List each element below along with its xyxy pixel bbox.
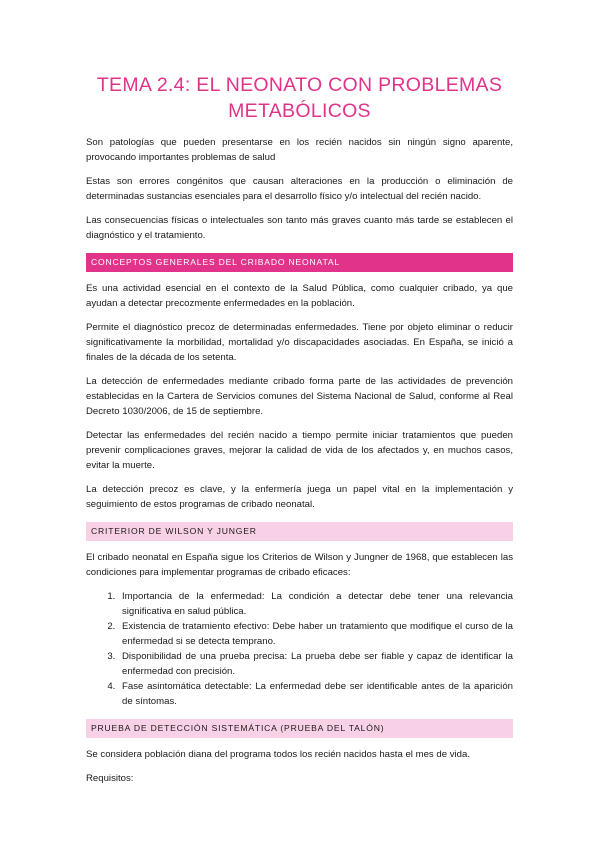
page-title: TEMA 2.4: EL NEONATO CON PROBLEMAS METABÓLICOS [96,74,503,122]
cribado-paragraph-3: La detección de enfermedades mediante cribado forma parte de las actividades de prevención establecidas en la Cartera de Servicios comunes del Sistema Nacional de Salud, conforme al Real Decreto 1030/2006, de 15 de septiembre. [86,376,513,417]
criteria-item: 1. Importancia de la enfermedad: La condición a detectar debe tener una relevancia significativa en salud pública. [118,589,513,619]
section-heading-cribado: CONCEPTOS GENERALES DEL CRIBADO NEONATAL [86,253,513,272]
section-heading-prueba-talon: PRUEBA DE DETECCIÓN SISTEMÁTICA (PRUEBA DEL TALÓN) [86,719,513,738]
criteria-item: 3. Disponibilidad de una prueba precisa: La prueba debe ser fiable y capaz de identificar la enfermedad con precisión. [118,649,513,679]
criteria-list [86,589,513,709]
intro-paragraph-1: Son patologías que pueden presentarse en los recién nacidos sin ningún signo aparente, provocando importantes problemas de salud [86,137,513,163]
wilson-paragraph: El cribado neonatal en España sigue los Criterios de Wilson y Jungner de 1968, que establecen las condiciones para implementar programas de cribado eficaces: [86,552,513,578]
cribado-paragraph-4: Detectar las enfermedades del recién nacido a tiempo permite iniciar tratamientos que pueden prevenir complicaciones graves, mejorar la calidad de vida de los afectados y, en muchos casos, evitar la muerte. [86,430,513,471]
criteria-item: 2. Existencia de tratamiento efectivo: Debe haber un tratamiento que modifique el curso de la enfermedad si se detecta temprano. [118,619,513,649]
criteria-item: 4. Fase asintomática detectable: La enfermedad debe ser identificable antes de la aparición de síntomas. [118,679,513,709]
intro-paragraph-2: Estas son errores congénitos que causan alteraciones en la producción o eliminación de determinadas sustancias esenciales para el desarrollo físico y/o intelectual del recién nacido. [86,176,513,202]
section-heading-wilson-junger: CRITERIOR DE WILSON Y JUNGER [86,522,513,541]
prueba-paragraph: Se considera población diana del programa todos los recién nacidos hasta el mes de vida. [86,749,470,760]
intro-paragraph-3: Las consecuencias físicas o intelectuales son tanto más graves cuanto más tarde se establecen el diagnóstico y el tratamiento. [86,215,513,241]
cribado-paragraph-1: Es una actividad esencial en el contexto de la Salud Pública, como cualquier cribado, ya que ayudan a detectar precozmente enfermedades en la población. [86,283,513,309]
requisitos-label: Requisitos: [86,773,134,784]
cribado-paragraph-2: Permite el diagnóstico precoz de determinadas enfermedades. Tiene por objeto eliminar o reducir significativamente la morbilidad, mortalidad y/o discapacidades asociadas. En España, se inició a finales de la década de los setenta. [86,322,513,363]
cribado-paragraph-5: La detección precoz es clave, y la enfermería juega un papel vital en la implementación y seguimiento de estos programas de cribado neonatal. [86,484,513,510]
